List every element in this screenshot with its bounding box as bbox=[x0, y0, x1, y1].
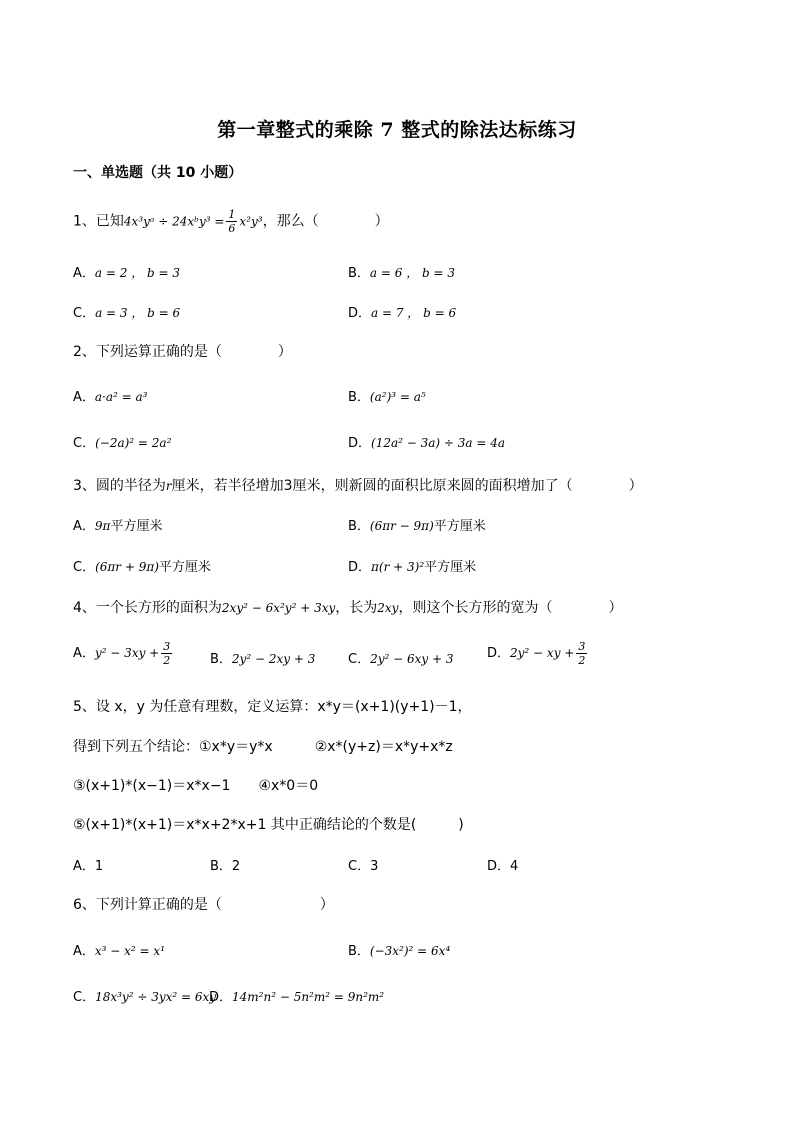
question-6-option-a[interactable] bbox=[73, 940, 165, 959]
option-text: (−3x²)² = 6x⁴ bbox=[369, 944, 451, 958]
option-text: 2y² − 6xy + 3 bbox=[370, 652, 454, 666]
question-4-stem-c: ，则这个长方形的宽为（ ） bbox=[398, 600, 623, 616]
option-text: a = 2 ， b = 3 bbox=[94, 266, 181, 280]
question-3-option-b[interactable] bbox=[348, 515, 486, 534]
option-label: D． bbox=[348, 436, 372, 451]
option-label: D． bbox=[348, 306, 372, 321]
option-text: y² − 3xy + bbox=[94, 646, 160, 660]
question-1-option-d[interactable] bbox=[348, 302, 456, 321]
option-label: B． bbox=[348, 519, 370, 534]
option-text: a = 6 ， b = 3 bbox=[369, 266, 456, 280]
question-2-option-b[interactable] bbox=[348, 386, 426, 405]
option-text: (12a² − 3a) ÷ 3a = 4a bbox=[371, 436, 506, 450]
fraction-numerator: 3 bbox=[163, 640, 171, 653]
question-6-option-d[interactable] bbox=[209, 986, 384, 1005]
option-math: 9π bbox=[94, 519, 111, 533]
option-label: A． bbox=[73, 519, 95, 534]
question-3-stem-b: 厘米，若半径增加3厘米，则新圆的面积比原来圆的面积增加了（ ） bbox=[171, 478, 643, 494]
option-text: 1 bbox=[94, 859, 104, 874]
question-2-option-c[interactable] bbox=[73, 432, 171, 451]
question-3-stem-a: 3、圆的半径为 bbox=[73, 478, 166, 494]
option-label: A． bbox=[73, 646, 95, 661]
question-1-option-a[interactable] bbox=[73, 262, 180, 281]
fraction-denominator: 2 bbox=[163, 654, 171, 667]
option-fraction bbox=[161, 640, 172, 667]
option-label: A． bbox=[73, 390, 95, 405]
option-text: 3 bbox=[370, 859, 379, 874]
option-unit: 平方厘米 bbox=[158, 560, 211, 575]
question-5-line-3: ③(x+1)*(x−1)＝x*x−1 ④x*0＝0 bbox=[73, 778, 319, 794]
question-4-option-c[interactable] bbox=[348, 648, 454, 667]
question-1-expr-right: x²y³ bbox=[239, 214, 263, 229]
option-text: a·a² = a³ bbox=[94, 390, 148, 404]
question-5-line-1: 5、设 x，y 为任意有理数，定义运算：x*y＝(x+1)(y+1)－1， bbox=[73, 699, 472, 715]
option-label: C． bbox=[73, 990, 96, 1005]
option-label: A． bbox=[73, 266, 95, 281]
option-text: 18x³y² ÷ 3yx² = 6xy bbox=[95, 990, 217, 1004]
question-4-stem-a: 4、一个长方形的面积为 bbox=[73, 600, 222, 616]
question-5-option-a[interactable] bbox=[73, 855, 103, 874]
question-4-stem bbox=[73, 597, 622, 617]
option-text: 4 bbox=[510, 859, 519, 874]
question-1-stem bbox=[73, 208, 389, 235]
option-label: A． bbox=[73, 859, 95, 874]
option-text: 2y² − xy + bbox=[510, 646, 575, 660]
question-4-option-a[interactable] bbox=[73, 640, 174, 667]
option-label: C． bbox=[73, 436, 96, 451]
question-5-option-d[interactable] bbox=[487, 855, 518, 874]
option-label: D． bbox=[348, 560, 372, 575]
question-1-fraction bbox=[226, 208, 237, 235]
question-6-stem: 6、下列计算正确的是（ ） bbox=[73, 897, 334, 913]
option-label: D． bbox=[487, 859, 511, 874]
fraction-numerator: 3 bbox=[578, 640, 586, 653]
question-4-area: 2xy² − 6x²y² + 3xy bbox=[221, 601, 336, 615]
question-1-prefix: 1、已知 bbox=[73, 213, 124, 230]
question-4-option-b[interactable] bbox=[210, 648, 315, 667]
option-label: C． bbox=[73, 306, 96, 321]
question-1-expr-left: 4x³yᵃ ÷ 24xᵇy³ = bbox=[123, 214, 225, 229]
question-1-option-b[interactable] bbox=[348, 262, 455, 281]
question-1-option-c[interactable] bbox=[73, 302, 180, 321]
option-text: (a²)³ = a⁵ bbox=[369, 390, 426, 404]
question-4-option-d[interactable] bbox=[487, 640, 589, 667]
option-math: π(r + 3)² bbox=[371, 560, 425, 574]
option-fraction bbox=[576, 640, 587, 667]
option-unit: 平方厘米 bbox=[110, 519, 163, 534]
option-unit: 平方厘米 bbox=[433, 519, 486, 534]
option-label: A． bbox=[73, 944, 95, 959]
option-text: a = 3 ， b = 6 bbox=[95, 306, 181, 320]
fraction-denominator: 2 bbox=[578, 654, 586, 667]
question-5-option-c[interactable] bbox=[348, 855, 378, 874]
question-2-stem: 2、下列运算正确的是（ ） bbox=[73, 344, 292, 360]
option-label: B． bbox=[210, 652, 232, 667]
option-label: B． bbox=[210, 859, 232, 874]
option-text: (−2a)² = 2a² bbox=[95, 436, 172, 450]
option-text: 2y² − 2xy + 3 bbox=[231, 652, 316, 666]
question-5-line-2: 得到下列五个结论：①x*y＝y*x ②x*(y+z)＝x*y+x*z bbox=[73, 739, 453, 755]
option-text: a = 7 ， b = 6 bbox=[371, 306, 457, 320]
question-3-option-d[interactable] bbox=[348, 556, 476, 575]
question-1-fraction-numerator: 1 bbox=[228, 208, 236, 221]
question-6-option-c[interactable] bbox=[73, 986, 216, 1005]
question-4-stem-b: ，长为 bbox=[335, 600, 378, 616]
question-3-option-c[interactable] bbox=[73, 556, 211, 575]
option-label: C． bbox=[348, 652, 371, 667]
option-math: (6πr + 9π) bbox=[95, 560, 159, 574]
question-1-suffix: ，那么（ ） bbox=[262, 213, 389, 230]
option-text: x³ − x² = x¹ bbox=[94, 944, 166, 958]
option-label: D． bbox=[487, 646, 511, 661]
option-label: B． bbox=[348, 390, 370, 405]
question-5-option-b[interactable] bbox=[210, 855, 240, 874]
question-5-line-4: ⑤(x+1)*(x+1)＝x*x+2*x+1 其中正确结论的个数是( ) bbox=[73, 817, 464, 833]
question-4-length: 2xy bbox=[377, 601, 399, 615]
option-math: (6πr − 9π) bbox=[369, 519, 434, 533]
question-3-stem bbox=[73, 475, 643, 495]
option-label: C． bbox=[348, 859, 371, 874]
question-3-option-a[interactable] bbox=[73, 515, 162, 534]
question-2-option-a[interactable] bbox=[73, 386, 148, 405]
option-label: D． bbox=[209, 990, 233, 1005]
option-unit: 平方厘米 bbox=[424, 560, 477, 575]
option-label: C． bbox=[73, 560, 96, 575]
option-label: B． bbox=[348, 266, 370, 281]
option-text: 2 bbox=[231, 859, 241, 874]
question-2-option-d[interactable] bbox=[348, 432, 505, 451]
question-3-variable: r bbox=[165, 479, 172, 493]
option-label: B． bbox=[348, 944, 370, 959]
question-6-option-b[interactable] bbox=[348, 940, 450, 959]
section-heading: 一、单选题（共 10 小题） bbox=[73, 165, 243, 181]
page-title: 第一章整式的乘除 7 整式的除法达标练习 bbox=[217, 119, 577, 141]
question-1-fraction-denominator: 6 bbox=[228, 222, 236, 235]
option-text: 14m²n² − 5n²m² = 9n²m² bbox=[232, 990, 385, 1004]
